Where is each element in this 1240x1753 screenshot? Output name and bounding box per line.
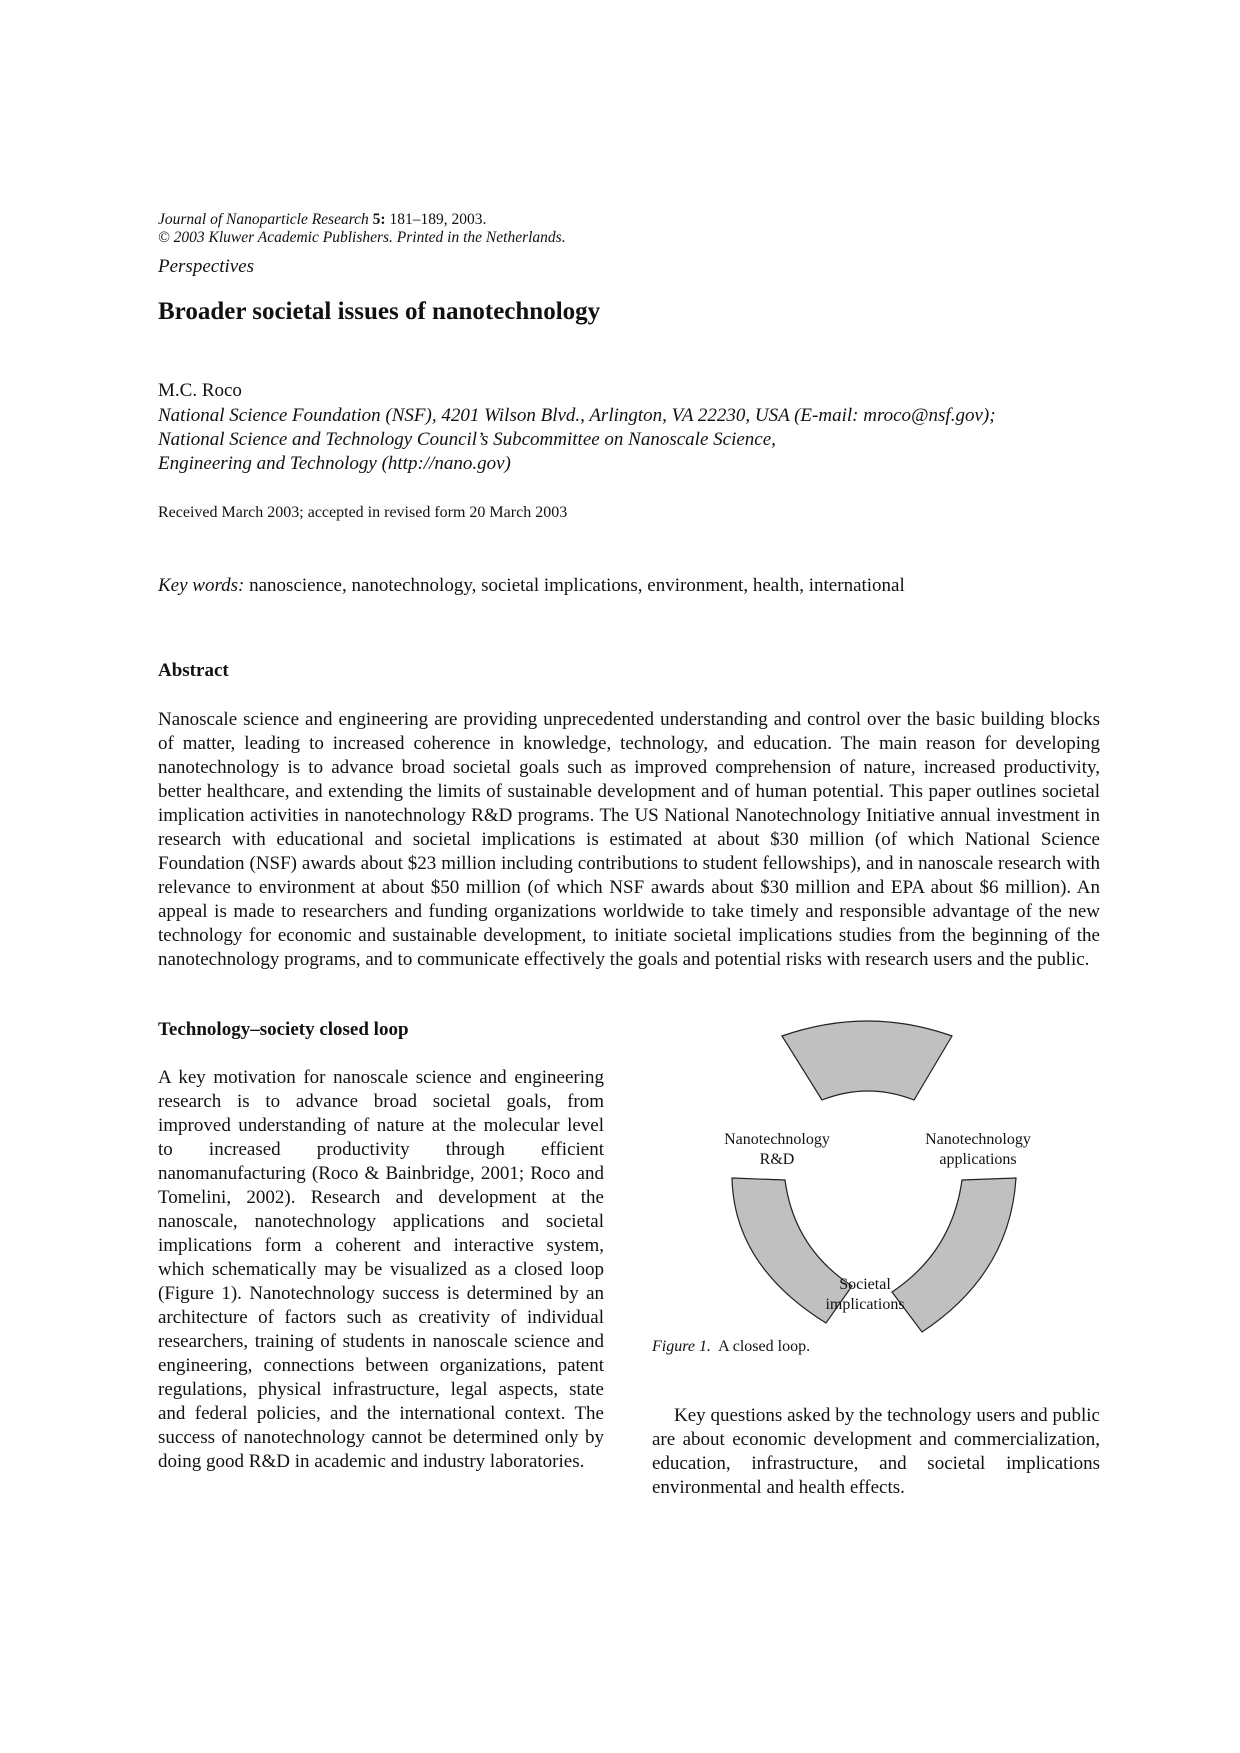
figure-caption-label: Figure 1 <box>652 1338 707 1355</box>
received-date: Received March 2003; accepted in revised form 20 March 2003 <box>158 504 568 521</box>
figure-caption-text: A closed loop. <box>718 1338 811 1355</box>
label-applications-2: applications <box>939 1151 1017 1168</box>
loop-segment-right <box>892 1178 1016 1332</box>
affiliation-line: National Science Foundation (NSF), 4201 Wilson Blvd., Arlington, VA 22230, USA (E-mail: mroco@nsf.gov); <box>158 405 996 426</box>
label-rd: Nanotechnology <box>724 1131 830 1148</box>
keywords <box>158 575 905 597</box>
loop-segment-top <box>782 1021 952 1100</box>
journal-citation <box>158 211 566 247</box>
author-affiliation <box>158 404 1118 476</box>
author-name: M.C. Roco <box>158 380 242 401</box>
label-rd-2: R&D <box>759 1151 795 1168</box>
abstract-heading: Abstract <box>158 660 229 681</box>
paper-title: Broader societal issues of nanotechnology <box>158 298 601 325</box>
section-tag: Perspectives <box>158 256 255 277</box>
copyright-line: © 2003 Kluwer Academic Publishers. Printed in the Netherlands. <box>158 229 566 246</box>
keywords-text: nanoscience, nanotechnology, societal implications, environment, health, international <box>249 575 905 596</box>
body-paragraph-2: Key questions asked by the technology users and public are about economic development and commercialization, education, infrastructure, and societal implications environmental and health effects. <box>652 1405 1100 1498</box>
journal-pages: 181–189, 2003. <box>389 211 487 228</box>
label-societal: Societal <box>839 1276 891 1293</box>
abstract-text: Nanoscale science and engineering are providing unprecedented understanding and control over the basic building blocks of matter, leading to increased coherence in knowledge, technology, and education. The main reason for developing nanotechnology is to advance broad societal goals such as improved comprehension of nature, increased productivity, better healthcare, and extending the limits of sustainable development and of human potential. This paper outlines societal implication activities in nanotechnology R&D programs. The US National Nanotechnology Initiative annual investment in research with educational and societal implications is estimated at about $30 million (of which National Science Foundation (NSF) awards about $23 million including contributions to student fellowships), and in nanoscale research with relevance to environment at about $50 million (of which NSF awards about $30 million and EPA about $6 million). An appeal is made to researchers and funding organizations worldwide to take timely and responsible advantage of the new technology for economic and sustainable development, to initiate societal implications studies from the beginning of the nanotechnology programs, and to communicate effectively the goals and potential risks with research users and the public. <box>158 709 1100 970</box>
journal-name: Journal of Nanoparticle Research <box>158 211 369 228</box>
label-societal-2: implications <box>825 1296 905 1313</box>
keywords-label: Key words: <box>158 575 245 596</box>
affiliation-line: Engineering and Technology (http://nano.gov) <box>158 453 511 474</box>
journal-volume: 5: <box>372 211 386 228</box>
figure-caption: Figure 1. A closed loop. <box>652 1338 811 1355</box>
section-heading: Technology–society closed loop <box>158 1019 409 1040</box>
body-paragraph: A key motivation for nanoscale science and engineering research is to advance broad societal goals, from improved understanding of nature at the molecular level to increased productivity through efficient nanomanufacturing (Roco & Bainbridge, 2001; Roco and Tomelini, 2002). Research and development at the nanoscale, nanotechnology applications and societal implications form a coherent and interactive system, which schematically may be visualized as a closed loop (Figure 1). Nanotechnology success is determined by an architecture of factors such as creativity of individual researchers, training of students in nanoscale science and engineering, connections between organizations, patent regulations, physical infrastructure, legal aspects, state and federal policies, and the international context. The success of nanotechnology cannot be determined only by doing good R&D in academic and industry laboratories. <box>158 1067 604 1472</box>
figure-closed-loop <box>652 1020 1100 1350</box>
affiliation-line: National Science and Technology Council’s Subcommittee on Nanoscale Science, <box>158 429 776 450</box>
label-applications: Nanotechnology <box>925 1131 1031 1148</box>
closed-loop-diagram <box>652 1020 1100 1350</box>
